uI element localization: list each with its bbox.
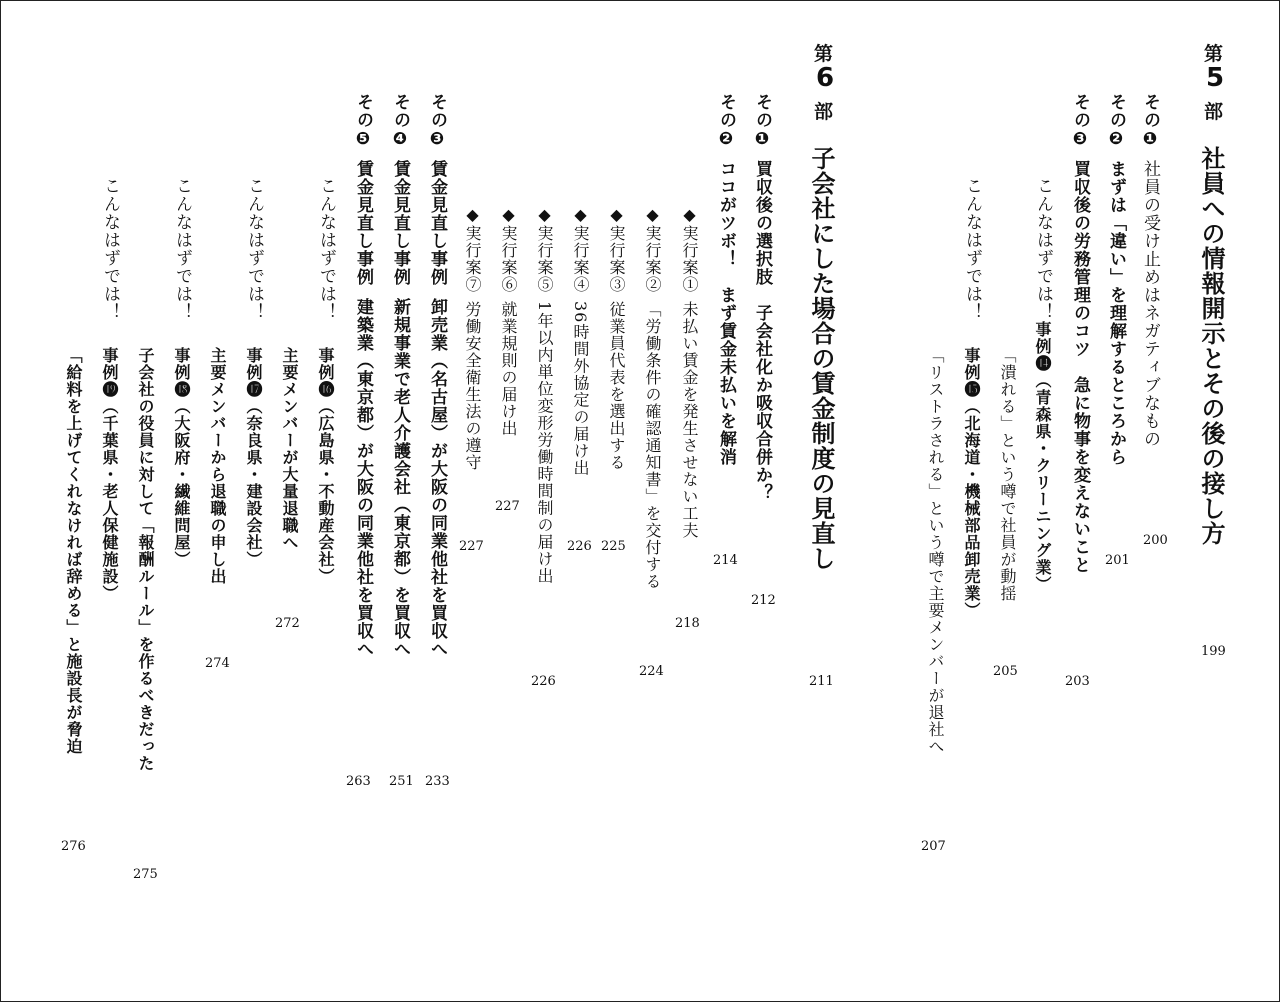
part6-case-16-page: 272 [275, 616, 300, 631]
case-text: （奈良県・建設会社） [244, 398, 263, 568]
case-text: （広島県・不動産会社） [316, 398, 335, 585]
case-text: （北海道・機械部品卸売業） [962, 398, 981, 619]
part6-item-3 [428, 93, 445, 658]
part6-item-4-page: 251 [389, 774, 414, 789]
part5-item-3 [1071, 93, 1088, 574]
part6-plan-2-page: 224 [639, 664, 664, 679]
plan-text: 「労働条件の確認通知書」を交付する [643, 301, 662, 590]
plan-text: 36時間外協定の届け出 [571, 301, 590, 477]
part6-plan-6 [500, 205, 516, 437]
part6-plan-5 [536, 205, 552, 584]
part6-item-2-page: 214 [713, 553, 738, 568]
part5-case-14-text: 「潰れる」という噂で社員が動揺 [998, 347, 1017, 602]
part6-plan-3-page: 225 [601, 539, 626, 554]
part6-plan-6-page: 227 [495, 499, 520, 514]
item-label: その❺ [353, 93, 373, 150]
part6-case-17 [245, 347, 261, 568]
item-label: その❷ [1106, 93, 1126, 150]
part6-case-19-page: 276 [61, 839, 86, 854]
part5-title-page: 199 [1201, 644, 1226, 659]
case-text: （大阪府・繊維問屋） [172, 398, 191, 568]
case-text: （青森県・クリーニング業） [1033, 372, 1052, 593]
item-label: こんなはずでは！ [962, 177, 982, 321]
item-label: その❶ [1140, 93, 1160, 150]
case-label: 事例⓳ [100, 347, 119, 398]
plan-label: ◆実行案⑥ [499, 205, 518, 293]
case-label: 事例⓮ [1033, 321, 1052, 372]
item-text: 卸売業（名古屋）が大阪の同業他社を買収へ [427, 298, 447, 658]
part6-plan-2 [644, 205, 660, 590]
plan-text: 従業員代表を選出する [607, 301, 626, 471]
part5-item-3-page: 203 [1065, 674, 1090, 689]
part5-item-1 [1141, 93, 1158, 448]
part6-plan-7-page: 227 [459, 539, 484, 554]
part5-kona-2-label [963, 177, 980, 321]
part5-item-2-page: 201 [1105, 553, 1130, 568]
part6-case-18-page: 275 [133, 867, 158, 882]
part5-item-1-page: 200 [1143, 533, 1168, 548]
part6-case-16 [317, 347, 333, 585]
part6-item-4 [391, 93, 408, 658]
part6-title-page: 211 [809, 674, 834, 689]
part5-bu: 部 [1204, 101, 1224, 123]
part6-kona-19-label [101, 177, 118, 321]
case-label: 事例⓱ [244, 347, 263, 398]
case-label: 事例⓰ [316, 347, 335, 398]
part6-number: 6 [816, 63, 835, 93]
item-label: その❹ [390, 93, 410, 150]
item-label: こんなはずでは！ [244, 177, 264, 321]
item-text: 建築業（東京都）が大阪の同業他社を買収へ [353, 298, 373, 658]
part6-plan-4-page: 226 [567, 539, 592, 554]
item-label: こんなはずでは！ [316, 177, 336, 321]
part6-item-1 [753, 93, 770, 502]
part5-kona-1-label [1034, 177, 1051, 321]
item-text: まずは「違い」を理解するところから [1106, 160, 1126, 466]
case-label: 事例⓲ [172, 347, 191, 398]
part6-kona-16-label [317, 177, 334, 321]
part5-case-14-page: 205 [993, 664, 1018, 679]
plan-label: ◆実行案③ [607, 205, 626, 293]
item-text: ココがツボ！ まず賃金未払いを解消 [716, 160, 736, 466]
item-label: こんなはずでは！ [172, 177, 192, 321]
part6-kona-17-label [245, 177, 262, 321]
part6-case-17-page: 274 [205, 656, 230, 671]
case-label: 事例⓯ [962, 347, 981, 398]
item-text: 買収後の労務管理のコツ 急に物事を変えないこと [1070, 160, 1090, 574]
item-text: 社員の受け止めはネガティブなもの [1140, 160, 1160, 448]
item-label2: 賃金見直し事例 [353, 160, 373, 286]
part6-plan-3 [608, 205, 624, 471]
part6-item-1-page: 212 [751, 593, 776, 608]
part6-case-18 [173, 347, 189, 568]
part5-case-15 [963, 347, 979, 619]
part6-case-19 [101, 347, 117, 602]
item-label2: 賃金見直し事例 [390, 160, 410, 286]
plan-text: 未払い賃金を発生させない工夫 [680, 301, 699, 539]
part6-item-3-page: 233 [425, 774, 450, 789]
plan-text: 就業規則の届け出 [499, 301, 518, 437]
part5-case-15-page: 207 [921, 839, 946, 854]
part6-case-16-text: 主要メンバーが大量退職へ [280, 347, 299, 551]
part5-dai: 第 [1204, 43, 1224, 65]
part6-bu: 部 [814, 101, 834, 123]
part6-item-5 [354, 93, 371, 658]
plan-label: ◆実行案① [680, 205, 699, 293]
part6-item-2 [717, 93, 734, 466]
part6-case-18-text: 子会社の役員に対して「報酬ルール」を作るべきだった [136, 347, 155, 772]
part5-item-2 [1107, 93, 1124, 466]
part5-case-14 [1034, 321, 1050, 593]
part5-case-15-text: 「リストラされる」という噂で主要メンバーが退社へ [926, 347, 945, 755]
item-label: その❷ [716, 93, 736, 150]
part6-case-17-text: 主要メンバーから退職の申し出 [208, 347, 227, 585]
item-text: 買収後の選択肢 子会社化か吸収合併か？ [752, 160, 772, 502]
part6-item-5-page: 263 [346, 774, 371, 789]
item-label: こんなはずでは！ [100, 177, 120, 321]
part6-plan-1 [681, 205, 697, 539]
item-label: その❸ [1070, 93, 1090, 150]
part6-plan-5-page: 226 [531, 674, 556, 689]
plan-text: 労働安全衛生法の遵守 [463, 301, 482, 471]
plan-label: ◆実行案④ [571, 205, 590, 293]
part6-plan-7 [464, 205, 480, 471]
item-label2: 賃金見直し事例 [427, 160, 447, 286]
part6-case-19-text: 「給料を上げてくれなければ辞める」と施設長が脅迫 [64, 347, 83, 755]
plan-label: ◆実行案⑤ [535, 205, 554, 293]
item-label: こんなはずでは！ [1033, 177, 1053, 321]
part6-title: 子会社にした場合の賃金制度の見直し [807, 146, 835, 571]
part5-number: 5 [1206, 63, 1225, 93]
part5-title: 社員への情報開示とその後の接し方 [1197, 146, 1225, 546]
part6-kona-18-label [173, 177, 190, 321]
item-label: その❸ [427, 93, 447, 150]
plan-label: ◆実行案⑦ [463, 205, 482, 293]
plan-text: 1年以内単位変形労働時間制の届け出 [535, 301, 554, 585]
item-text: 新規事業で老人介護会社（東京都）を買収へ [390, 298, 410, 658]
part6-dai: 第 [814, 43, 834, 65]
part6-plan-4 [572, 205, 588, 476]
item-label: その❶ [752, 93, 772, 150]
plan-label: ◆実行案② [643, 205, 662, 293]
case-text: （千葉県・老人保健施設） [100, 398, 119, 602]
part6-plan-1-page: 218 [675, 616, 700, 631]
